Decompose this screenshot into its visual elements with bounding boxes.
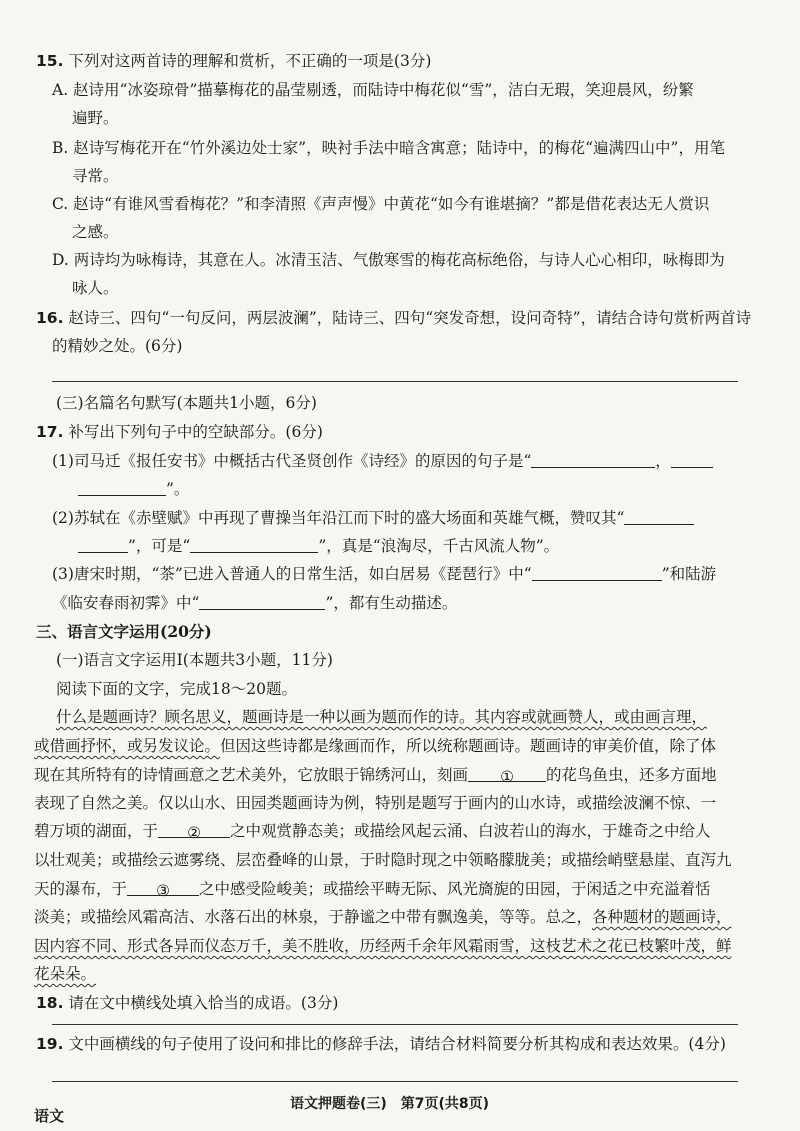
q17-p3-text-b: ”和陆游 [661,565,717,583]
q19-text: 文中画横线的句子使用了设问和排比的修辞手法，请结合材料简要分析其构成和表达效果。(4分) [68,1035,726,1053]
q15-option-a-line2: 遍野。 [72,109,119,127]
q15-option-d-line2: 咏人。 [72,279,119,297]
q17-p1-blank-1[interactable] [531,451,655,468]
q17-p2-text-c: ”，真是“浪淘尽，千古风流人物”。 [318,537,560,555]
q15-option-d-line1: D. 两诗均为咏梅诗，其意在人。冰清玉洁、气傲寒雪的梅花高标绝俗，与诗人心心相印，咏梅即为 [52,251,725,269]
q17-part2-line2 [78,534,559,558]
q17-part3-line1 [52,562,716,586]
passage-line-7 [34,877,711,901]
q17-p3-text-a: (3)唐宋时期，“茶”已进入普通人的日常生活，如白居易《琵琶行》中“ [52,565,532,583]
q17-stem-line [36,420,323,444]
passage-text-5a: 碧万顷的湖面，于 [34,822,159,840]
q15-option-a-line1: A. 赵诗用“冰姿琼骨”描摹梅花的晶莹剔透，而陆诗中梅花似“雪”，洁白无瑕，笑迎晨风，纷繁 [52,81,694,99]
blank-2[interactable] [158,821,230,842]
q16-line2: 的精妙之处。(6分) [52,337,183,355]
passage-line-2 [34,734,716,758]
passage-line-3 [34,763,717,787]
q19-answer-line[interactable] [52,1081,738,1082]
q17-stem: 补写出下列句子中的空缺部分。(6分) [68,423,323,441]
q16-number: 16. [36,309,64,327]
passage-text-7a: 天的瀑布，于 [34,880,128,898]
q15-option-b-line1: B. 赵诗写梅花开在“竹外溪边处士家”，映衬手法中暗含寓意；陆诗中，的梅花“遍满四山中”，用笔 [52,139,725,157]
passage-line-4: 表现了自然之美。仅以山水、田园类题画诗为例，特别是题写于画内的山水诗，或描绘波澜不惊、一 [34,794,717,812]
passage-underlined-sentence-1-end: 或借画抒怀，或另发议论。 [34,737,221,755]
passage-line-6: 以壮观美；或描绘云遮雾绕、层峦叠峰的山景，于时隐时现之中领略朦胧美；或描绘峭壁悬崖、直泻九 [34,851,732,869]
blank-3-marker: ③ [156,882,170,900]
q17-p2-blank-1[interactable] [624,508,694,525]
passage-line-10 [34,962,96,986]
q15-option-b-line2: 寻常。 [72,167,119,185]
q16-line1 [36,306,751,330]
q17-number: 17. [36,423,64,441]
q17-p2-blank-1-cont[interactable] [78,536,128,553]
q15-option-c-line1: C. 赵诗“有谁风雪看梅花？”和李清照《声声慢》中黄花“如今有谁堪摘？”都是借花表达无人赏识 [52,195,710,213]
q18-answer-line[interactable] [52,1024,738,1025]
passage-underlined-sentence-2: 各种题材的题画诗， [592,908,732,926]
q17-part1-line2 [78,477,189,501]
section-3-title: (三)名篇名句默写(本题共1小题，6分) [56,394,317,412]
blank-2-marker: ② [187,824,201,842]
q19-line [36,1032,726,1056]
passage-underlined-sentence-1: 什么是题画诗？顾名思义，题画诗是一种以画为题而作的诗。其内容或就画赞人，或由画言理， [56,708,708,726]
passage-text-3b: 的花鸟鱼虫，还多方面地 [546,766,717,784]
q17-part1-line1 [52,449,713,473]
q18-number: 18. [36,994,64,1012]
q17-p3-text-c: 《临安春雨初霁》中“ [52,594,200,612]
q18-text: 请在文中横线处填入恰当的成语。(3分) [68,994,339,1012]
q17-p2-blank-2[interactable] [190,536,318,553]
part-3-subtitle: (一)语言文字运用Ⅰ(本题共3小题，11分) [56,651,333,669]
q17-part3-line2 [52,591,457,615]
q15-stem: 下列对这两首诗的理解和赏析，不正确的一项是(3分) [68,52,432,70]
passage-instruction: 阅读下面的文字，完成18～20题。 [56,680,297,698]
q17-p3-text-d: ”，都有生动描述。 [325,594,458,612]
passage-underlined-sentence-2-cont: 因内容不同、形式各异而仪态万千，美不胜收，历经两千余年风霜雨雪，这枝艺术之花已枝繁叶茂，鲜 [34,937,732,955]
blank-1[interactable] [468,765,546,786]
passage-line-5 [34,819,711,843]
q15-stem-line [36,49,431,73]
q17-p1-blank-2-cont[interactable] [78,479,166,496]
q17-p1-text-a: (1)司马迁《报任安书》中概括古代圣贤创作《诗经》的原因的句子是“ [52,452,532,470]
passage-text-2: 但因这些诗都是缘画而作，所以统称题画诗。题画诗的审美价值，除了体 [220,737,717,755]
q17-p1-text-b: ， [655,452,671,470]
passage-text-3a: 现在其所特有的诗情画意之艺术美外，它放眼于锦绣河山，刻画 [34,766,469,784]
passage-line-8 [34,905,732,929]
passage-underlined-sentence-2-end: 花朵朵。 [34,965,97,983]
part-3-title: 三、语言文字运用(20分) [36,622,212,641]
q15-number: 15. [36,52,64,70]
q17-p3-blank-1[interactable] [532,564,662,581]
q16-answer-line[interactable] [52,381,738,382]
blank-3[interactable] [127,879,199,900]
passage-line-9 [34,934,732,958]
q17-p3-blank-2[interactable] [199,593,325,610]
page-footer: 语文押题卷(三) 第7页(共8页) [290,1096,490,1112]
q19-number: 19. [36,1035,64,1053]
passage-text-8a: 淡美；或描绘风霜高洁、水落石出的林泉，于静谧之中带有飘逸美，等等。总之， [34,908,593,926]
q17-part2-line1 [52,506,694,530]
q17-p1-blank-2[interactable] [671,451,713,468]
passage-line-1 [56,705,707,729]
passage-text-7b: 之中感受险峻美；或描绘平畴无际、风光旖旎的田园，于闲适之中充溢着恬 [199,880,711,898]
subject-corner-label: 语文 [34,1107,65,1125]
q17-p1-text-c: ”。 [166,480,190,498]
passage-text-5b: 之中观赏静态美；或描绘风起云涌、白波若山的海水，于雄奇之中给人 [230,822,711,840]
q15-option-c-line2: 之感。 [72,223,119,241]
q17-p2-text-a: (2)苏轼在《赤壁赋》中再现了曹操当年沿江而下时的盛大场面和英雄气概，赞叹其“ [52,509,625,527]
blank-1-marker: ① [500,768,514,786]
q18-line [36,991,338,1015]
q16-text-1: 赵诗三、四句“一句反问，两层波澜”，陆诗三、四句“突发奇想，设问奇特”，请结合诗句赏析两首诗 [68,309,752,327]
q17-p2-text-b: ”，可是“ [128,537,191,555]
